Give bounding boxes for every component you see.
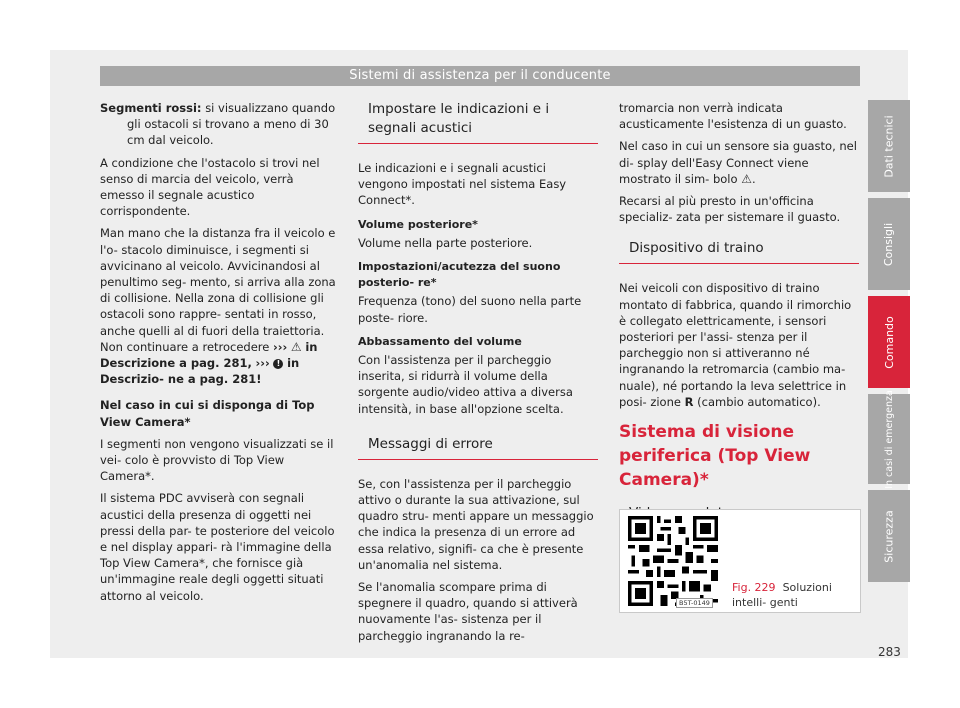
- paragraph-collision-zone: [100, 225, 340, 387]
- figure-code: B5T-0149: [676, 598, 713, 608]
- towing-text: Nei veicoli con dispositivo di traino montato di fabbrica, quando il rimorchio è collegato elettricamente, i sensori posteriori per l'assi- stenza per il parcheggio non si attiveranno né ingranando la retromarcia (cambio ma- nuale), né portando la leva selettrice in posi- zione: [619, 281, 852, 409]
- section-heading-towing: Dispositivo di traino: [619, 239, 859, 264]
- paragraph-settings-intro: Le indicazioni e i segnali acustici vengono impostati nel sistema Easy Connect*.: [358, 161, 567, 208]
- red-segments-text: si visualizzano quando gli ostacoli si trovano a meno di 30 cm dal veicolo.: [127, 101, 336, 148]
- warning-triangle-icon: ⚠: [741, 171, 752, 186]
- info-circle-icon: !: [273, 359, 283, 369]
- tab-emergenza[interactable]: [868, 389, 910, 489]
- qr-code-icon[interactable]: [628, 516, 718, 606]
- arrows-ref-2: ›››: [255, 356, 270, 371]
- paragraph-sensor-fault: Nel caso in cui un sensore sia guasto, nel di- splay dell'Easy Connect viene mostrato il sim- bolo ⚠.: [619, 139, 857, 186]
- heading-volume: Volume posteriore*: [358, 217, 478, 231]
- page-number: 283: [878, 645, 901, 659]
- tab-label: In casi di emergenza: [883, 389, 895, 489]
- figure-caption-text: Soluzioni intelli- genti: [732, 581, 832, 609]
- section-title-top-view: Sistema di visione periferica (Top View Camera)*: [619, 422, 811, 491]
- tab-label: Comando: [882, 315, 896, 369]
- heading-top-view: Nel caso in cui si disponga di Top View Camera*: [100, 398, 315, 429]
- paragraph-segments-hidden: I segmenti non vengono visualizzati se il vei- colo è provvisto di Top View Camera*.: [100, 436, 334, 484]
- paragraph-pdc-system: Il sistema PDC avviserà con segnali acustici della presenza di oggetti nei pressi della par- te posteriore del veicolo e nel display appari- rà l'immagine della Top View Camera*, che fornisce già un'immagine reale degli oggetti situati attorno al veicolo.: [100, 491, 335, 603]
- paragraph-workshop: Recarsi al più presto in un'officina specializ- zata per sistemare il guasto.: [619, 194, 841, 225]
- gear-r-label: R: [684, 394, 694, 409]
- arrows-ref: ›››: [273, 339, 288, 354]
- tab-dati-tecnici[interactable]: [868, 100, 910, 192]
- heading-sound: Impostazioni/acutezza del suono posterio- re*: [358, 260, 561, 290]
- paragraph-acoustic-signal: A condizione che l'ostacolo si trovi nel senso di marcia del veicolo, verrà emesso il segnale acustico corrispondente.: [100, 155, 320, 219]
- paragraph-error-2: Se l'anomalia scompare prima di spegnere il quadro, quando si attiverà nuovamente l'as- sistenza per il parcheggio ingranando la re-: [358, 580, 578, 643]
- tab-label: Dati tecnici: [882, 114, 896, 178]
- section-heading-errors: Messaggi di errore: [358, 435, 598, 460]
- figure-video: [619, 509, 861, 613]
- towing-text-end: (cambio automatico).: [697, 394, 821, 409]
- figure-label: Fig. 229: [732, 581, 776, 594]
- paragraph-towing: [619, 280, 859, 410]
- paragraph-sound: Frequenza (tono) del suono nella parte poste- riore.: [358, 294, 582, 325]
- tab-consigli[interactable]: [868, 198, 910, 290]
- heading-lower-volume: Abbassamento del volume: [358, 334, 522, 348]
- paragraph-error-1: Se, con l'assistenza per il parcheggio attivo o durante la sua attivazione, sul quadro stru- menti appare un messaggio che indica la presenza di un errore ad essa relativo, signifi- ca che è presente un'anomalia nel sistema.: [358, 476, 594, 572]
- paragraph-lower-volume: Con l'assistenza per il parcheggio inserita, si ridurrà il volume della sorgente audio/video attiva a diversa intensità, in base all'opzione scelta.: [358, 353, 573, 416]
- tab-comando[interactable]: [868, 296, 910, 388]
- red-segments-label: Segmenti rossi:: [100, 101, 202, 115]
- collision-zone-text: Man mano che la distanza fra il veicolo e l'o- stacolo diminuisce, i segmenti si avvicinano al veicolo. Avvicinandosi al penultimo seg- mento, si arriva alla zona di collisione. Nella zona di collisione gli ostacoli sono rappre- sentati in rosso, anche quelli al di fuori della traiettoria. Non continuare a retrocedere: [100, 226, 336, 354]
- section-heading-settings: Impostare le indicazioni e i segnali acustici: [358, 100, 598, 144]
- column-right: [619, 100, 859, 545]
- page-header: Sistemi di assistenza per il conducente: [100, 66, 860, 86]
- tab-sicurezza[interactable]: [868, 490, 910, 582]
- tab-label: Sicurezza: [882, 509, 896, 563]
- paragraph-volume: Volume nella parte posteriore.: [358, 235, 533, 250]
- red-segments-paragraph: [100, 100, 340, 149]
- column-left: [100, 100, 340, 610]
- sensor-fault-text: Nel caso in cui un sensore sia guasto, nel di- splay dell'Easy Connect viene mostrato il sim- bolo: [619, 139, 857, 186]
- paragraph-reverse-fault: tromarcia non verrà indicata acusticamente l'esistenza di un guasto.: [619, 101, 847, 132]
- ref-link-1[interactable]: in Descrizione a pag. 281,: [100, 339, 318, 371]
- tab-label: Consigli: [882, 222, 896, 266]
- ref-link-2[interactable]: in Descrizio- ne a pag. 281!: [100, 356, 300, 387]
- warning-triangle-icon: ⚠: [290, 339, 302, 354]
- figure-caption: [732, 580, 856, 610]
- column-middle: [358, 100, 598, 650]
